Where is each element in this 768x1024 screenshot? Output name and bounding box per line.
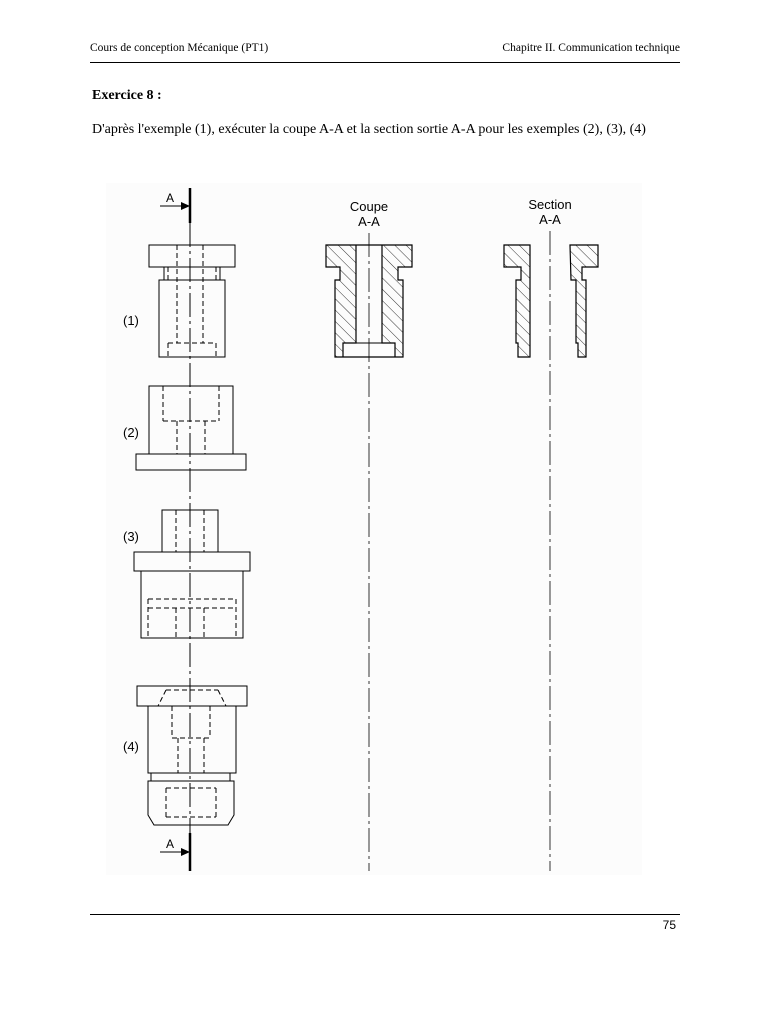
page-header (90, 40, 680, 63)
coupe-title: Coupe (349, 199, 389, 214)
section-subtitle: A-A (539, 212, 561, 227)
technical-drawing (106, 183, 642, 875)
exercise-title: Exercice 8 : (92, 88, 162, 103)
section-arrow-bottom (160, 837, 190, 856)
example-3-view (134, 510, 250, 638)
example-1-view (149, 245, 235, 357)
course-title: Cours de conception Mécanique (PT1) (90, 42, 269, 54)
exercise-instruction: D'après l'exemple (1), exécuter la coupe A-A et la section sortie A-A pour les exemples (2), (3), (4) (92, 122, 646, 137)
coupe-aa-example-1 (326, 233, 412, 871)
example-label-3: (3) (123, 529, 139, 544)
example-label-1: (1) (123, 313, 139, 328)
chapter-title: Chapitre II. Communication technique (502, 42, 680, 54)
example-label-2: (2) (123, 425, 139, 440)
example-2-view (136, 386, 246, 470)
page-number: 75 (662, 918, 676, 932)
section-aa-example-1 (504, 231, 598, 871)
arrow-label-top: A (166, 191, 175, 205)
example-4-view (137, 686, 247, 825)
section-arrow-top (160, 191, 190, 210)
coupe-subtitle: A-A (358, 214, 380, 229)
footer-rule (90, 914, 680, 915)
arrow-label-bottom: A (166, 837, 175, 851)
section-title: Section (528, 197, 572, 212)
example-label-4: (4) (123, 739, 139, 754)
